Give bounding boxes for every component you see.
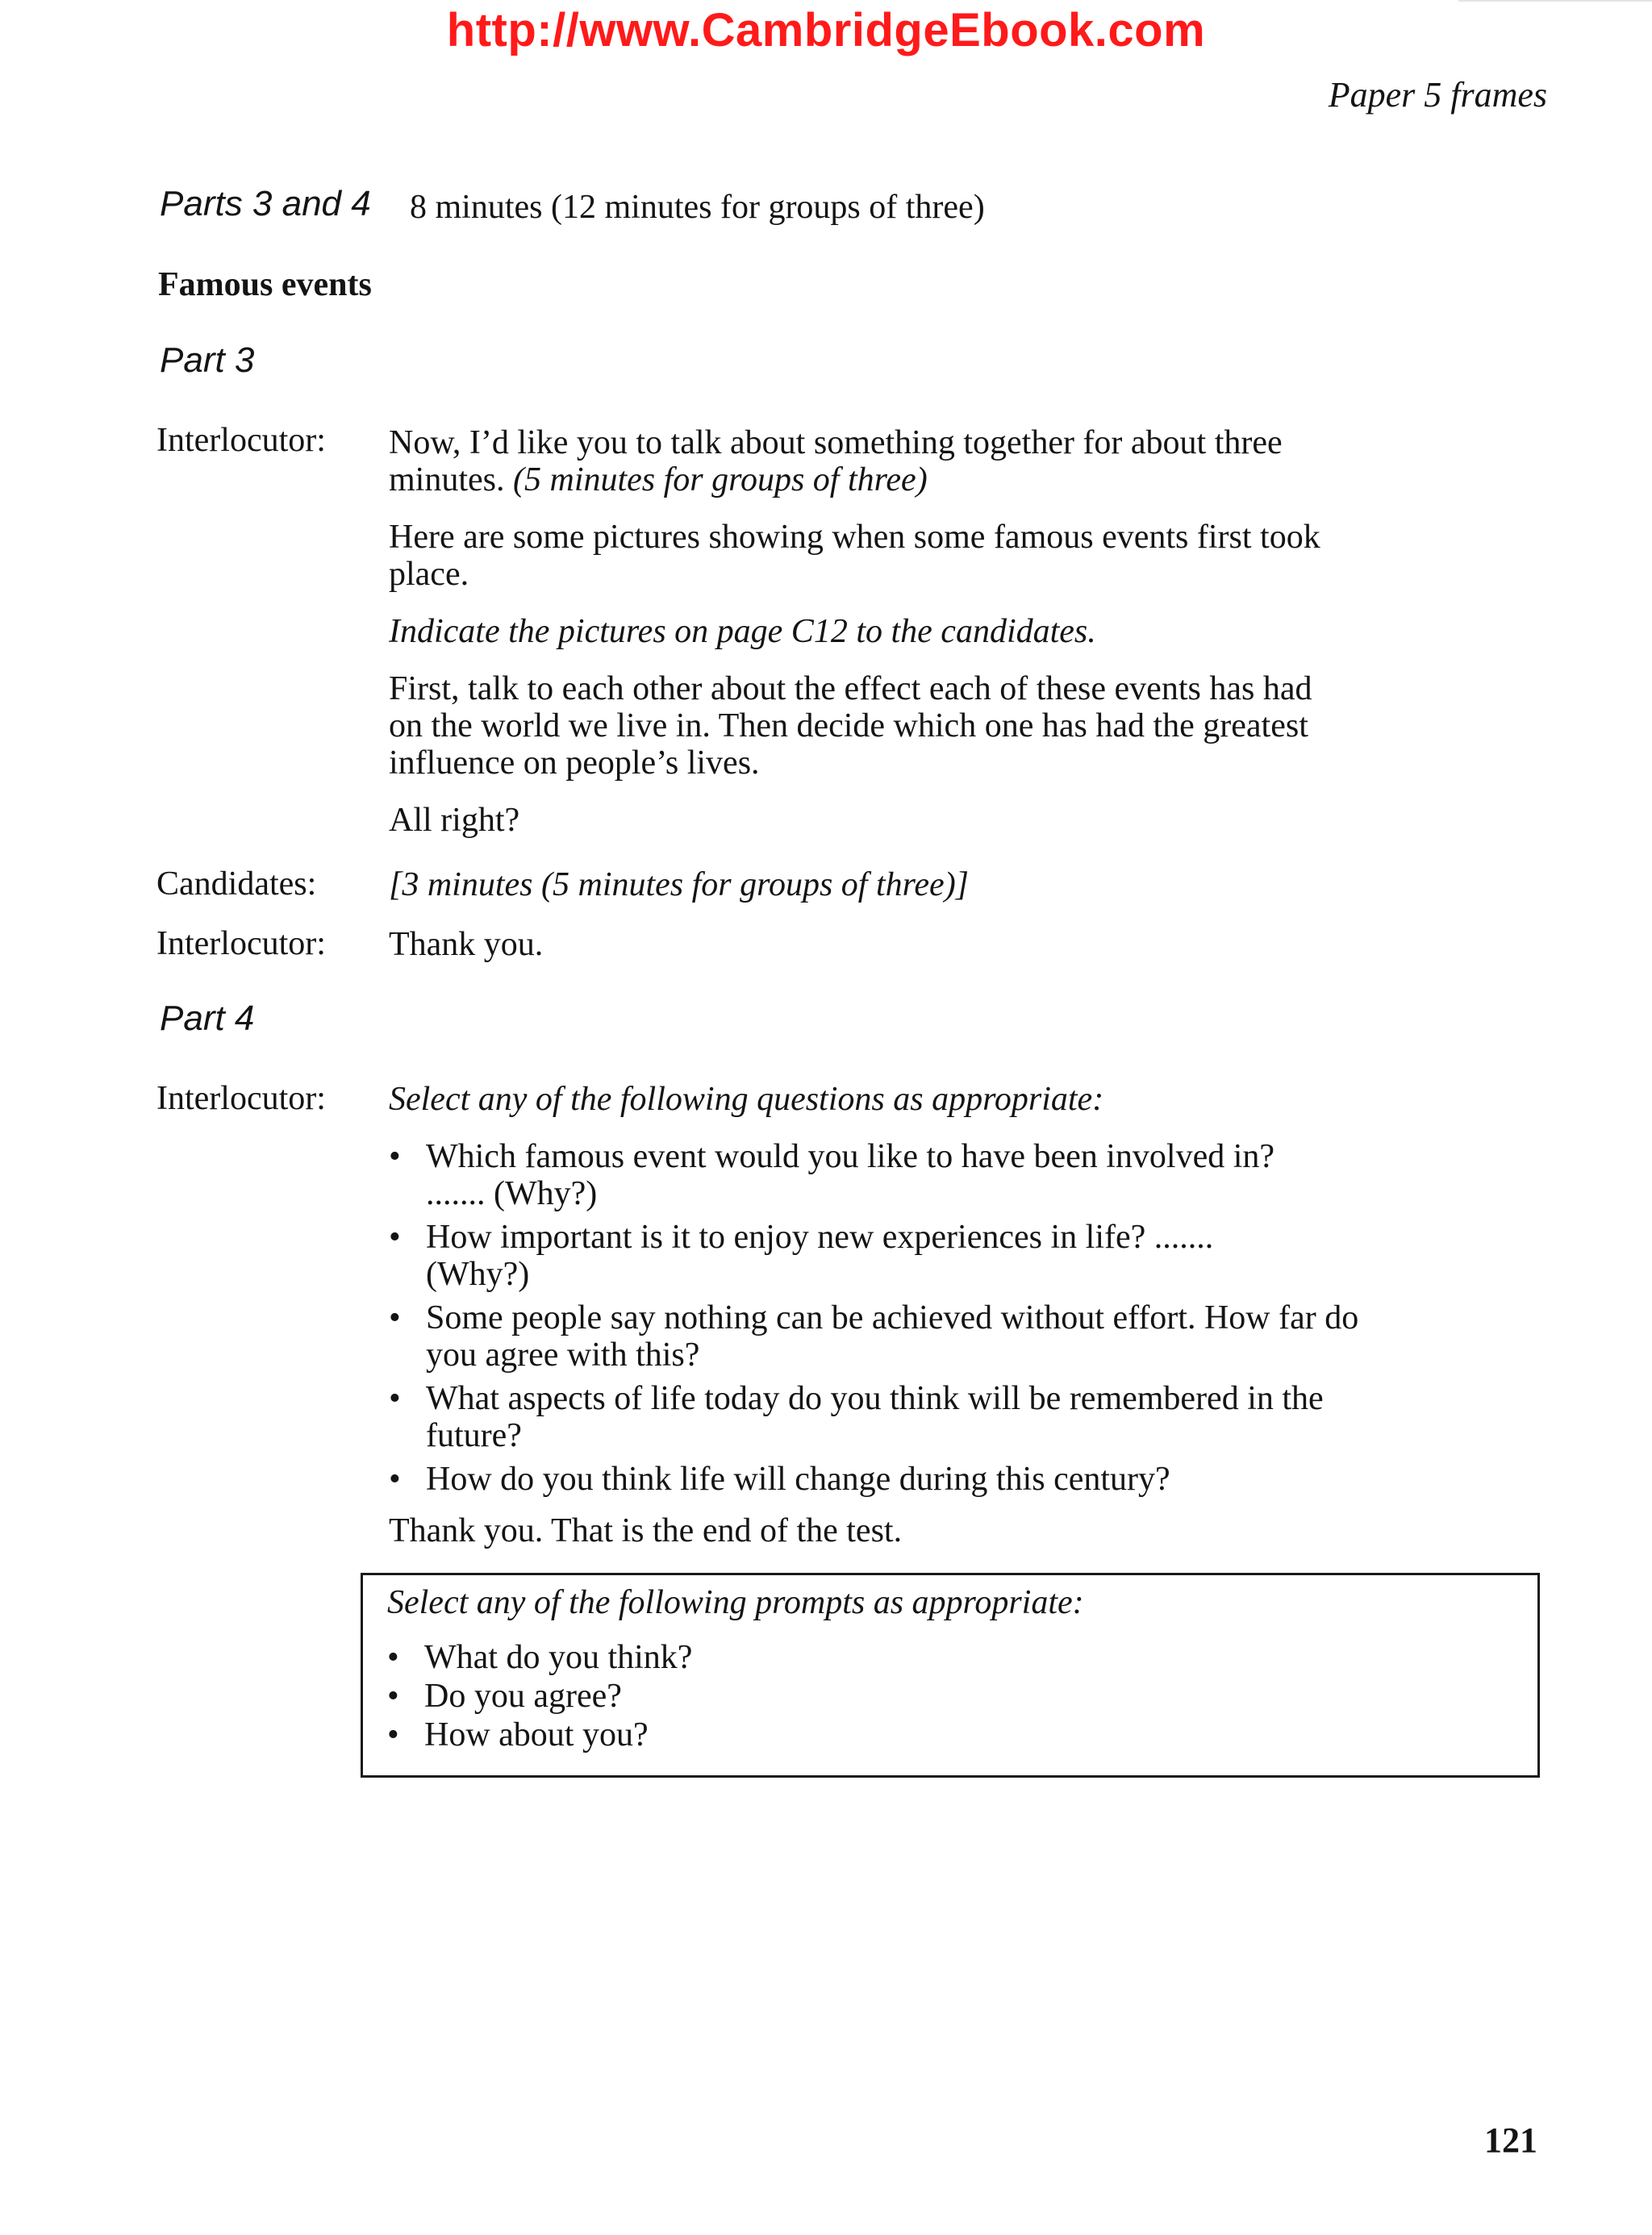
list-item: • What do you think? (387, 1638, 1513, 1677)
part3-paragraph-3: First, talk to each other about the effect each of these events has had on the world we live in. Then decide which one has had the greatest influence on people’s lives. (389, 670, 1312, 782)
page-number: 121 (1484, 2120, 1537, 2160)
watermark-url: http://www.CambridgeEbook.com (446, 4, 1206, 56)
prompt-list (387, 1638, 1513, 1754)
prompt-instruction: Select any of the following prompts as appropriate: (387, 1584, 1084, 1621)
list-item: • What aspects of life today do you think will be remembered in the future? (389, 1380, 1378, 1454)
list-item: • How about you? (387, 1716, 1513, 1754)
prompt-box (361, 1573, 1540, 1778)
section-topic: Famous events (158, 266, 372, 303)
section-label: Parts 3 and 4 (160, 184, 371, 223)
list-item: • Do you agree? (387, 1677, 1513, 1716)
running-head: Paper 5 frames (1328, 75, 1547, 115)
list-item: • How important is it to enjoy new experiences in life? ....... (Why?) (389, 1219, 1305, 1293)
speaker-label: Interlocutor: (156, 1080, 326, 1117)
speaker-label: Candidates: (156, 865, 317, 903)
part4-closing: Thank you. That is the end of the test. (389, 1512, 903, 1549)
part3-paragraph-1: Now, I’d like you to talk about something together for about three minutes. (5 minutes for groups of three) (389, 424, 1283, 498)
candidates-note: [3 minutes (5 minutes for groups of three)] (389, 866, 970, 903)
part4-heading: Part 4 (160, 999, 255, 1038)
list-item: • How do you think life will change during this century? (389, 1461, 1381, 1498)
list-item: • Some people say nothing can be achieved without effort. How far do you agree with this? (389, 1299, 1378, 1374)
list-item: • Which famous event would you like to have been involved in? ....... (Why?) (389, 1138, 1313, 1212)
part3-heading: Part 3 (160, 340, 255, 380)
part3-thanks: Thank you. (389, 926, 544, 963)
question-list (389, 1138, 1381, 1498)
part4-script (389, 1081, 1381, 1570)
part3-paragraph-2: Here are some pictures showing when some famous events first took place. (389, 519, 1320, 593)
part4-instruction: Select any of the following questions as appropriate: (389, 1081, 1104, 1118)
speaker-label: Interlocutor: (156, 422, 326, 459)
part3-paragraph-4: All right? (389, 802, 520, 839)
part3-instruction: Indicate the pictures on page C12 to the candidates. (389, 613, 1096, 650)
top-edge-line (1458, 0, 1652, 2)
section-timing: 8 minutes (12 minutes for groups of three) (410, 189, 985, 226)
speaker-label: Interlocutor: (156, 925, 326, 962)
part3-script (389, 424, 1373, 859)
